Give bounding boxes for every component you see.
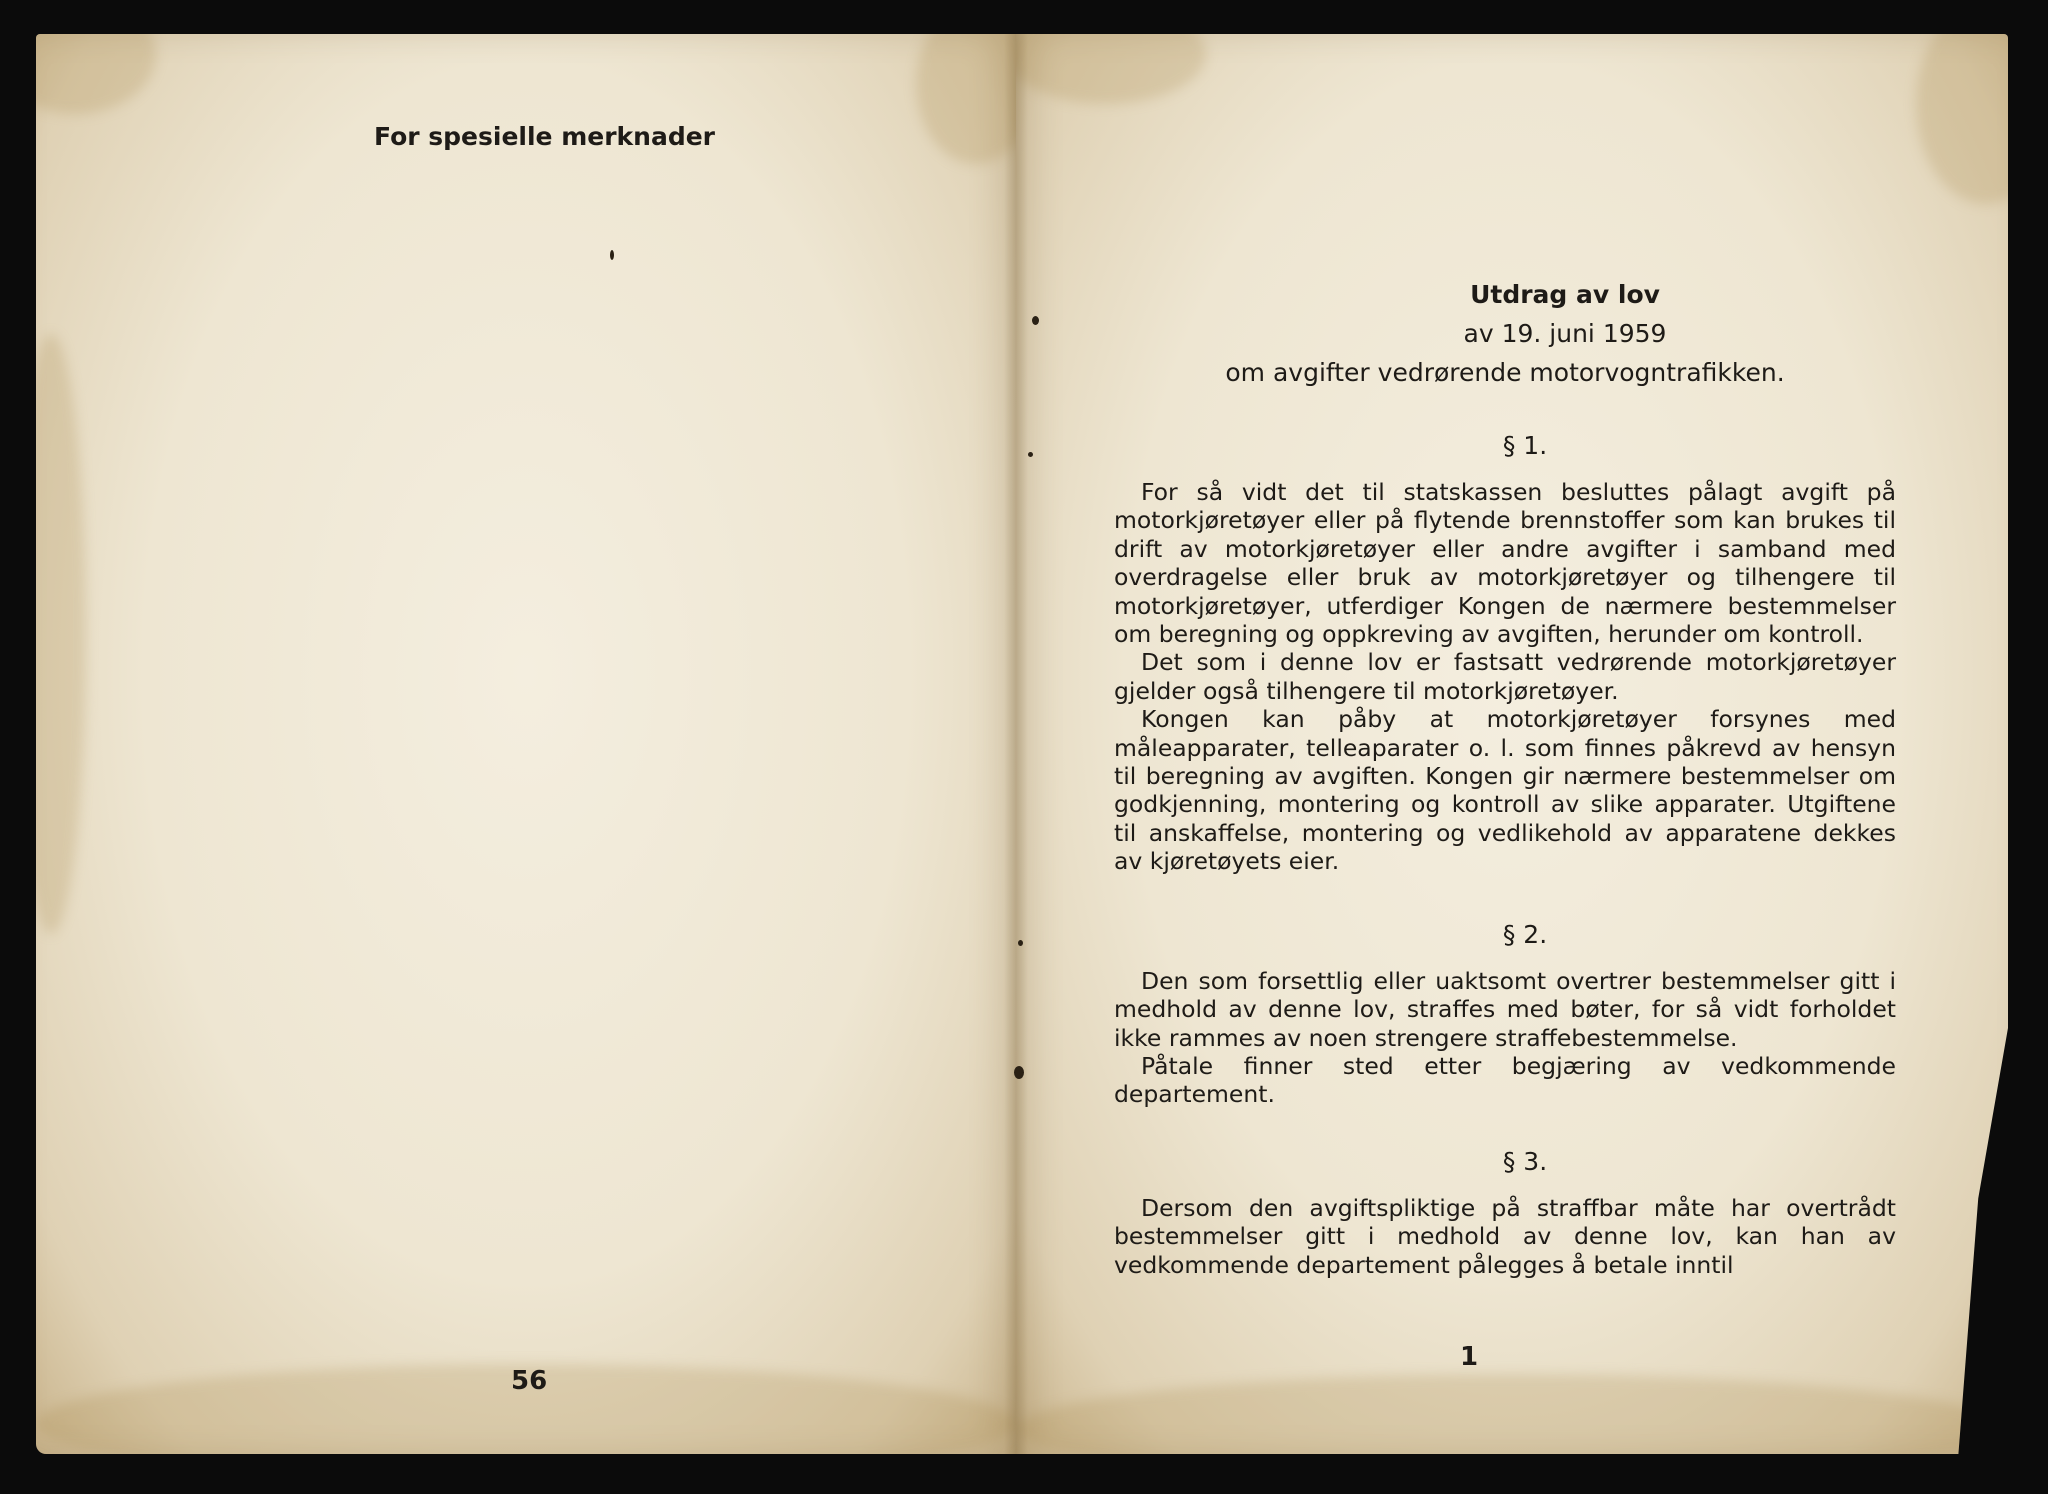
book-gutter	[1004, 34, 1028, 1454]
section-heading-1: § 1.	[1502, 431, 1548, 460]
left-page-header: For spesielle merknader	[374, 122, 716, 151]
law-excerpt	[1114, 280, 1896, 1279]
left-page	[36, 34, 1016, 1454]
paper-speck	[610, 250, 614, 260]
section-heading-3: § 3.	[1502, 1146, 1548, 1176]
section-3-paragraph-1: Dersom den avgiftspliktige på straffbar måte har overtrådt bestemmelser gitt i medhold av denne lov, kan han av vedkommende departement pålegges å betale inntil	[1114, 1193, 1896, 1279]
left-page-number: 56	[511, 1366, 548, 1396]
paper-speck	[1028, 452, 1033, 457]
section-heading-2: § 2.	[1502, 919, 1548, 949]
right-page-number: 1	[1460, 1342, 1479, 1372]
law-date: av 19. juni 1959	[1463, 319, 1667, 348]
law-subject: om avgifter vedrørende motorvogntrafikken.	[1225, 358, 1785, 387]
section-1-paragraph-1: For så vidt det til statskassen besluttes pålagt avgift på motorkjøretøyer eller på flytende brennstoffer som kan brukes til drift av motorkjøretøyer eller andre avgifter i samband med overdragelse eller bruk av motorkjøretøyer og tilhengere til motorkjøretøyer, utferdiger Kongen de nærmere bestemmelser om beregning og oppkreving av avgiften, herunder om kontroll.	[1114, 478, 1896, 649]
paper-speck	[1014, 1066, 1024, 1079]
section-2-paragraph-2: Påtale finner sted etter begjæring av vedkommende departement.	[1114, 1051, 1896, 1109]
paper-speck	[1018, 940, 1023, 946]
paper-speck	[1032, 316, 1039, 325]
section-2-paragraph-1: Den som forsettlig eller uaktsomt overtrer bestemmelser gitt i medhold av denne lov, straffes med bøter, for så vidt forholdet ikke rammes av noen strengere straffebestemmelse.	[1114, 966, 1896, 1052]
section-1-paragraph-3: Kongen kan påby at motorkjøretøyer forsynes med måleapparater, telleaparater o. l. som finnes påkrevd av hensyn til beregning av avgiften. Kongen gir nærmere bestemmelser om godkjenning, montering og kontroll av slike apparater. Utgiftene til anskaffelse, montering og vedlikehold av apparatene dekkes av kjøretøyets eier.	[1114, 705, 1896, 876]
law-title: Utdrag av lov	[1470, 280, 1660, 309]
section-1-paragraph-2: Det som i denne lov er fastsatt vedrørende motorkjøretøyer gjelder også tilhengere til motorkjøretøyer.	[1114, 648, 1896, 705]
